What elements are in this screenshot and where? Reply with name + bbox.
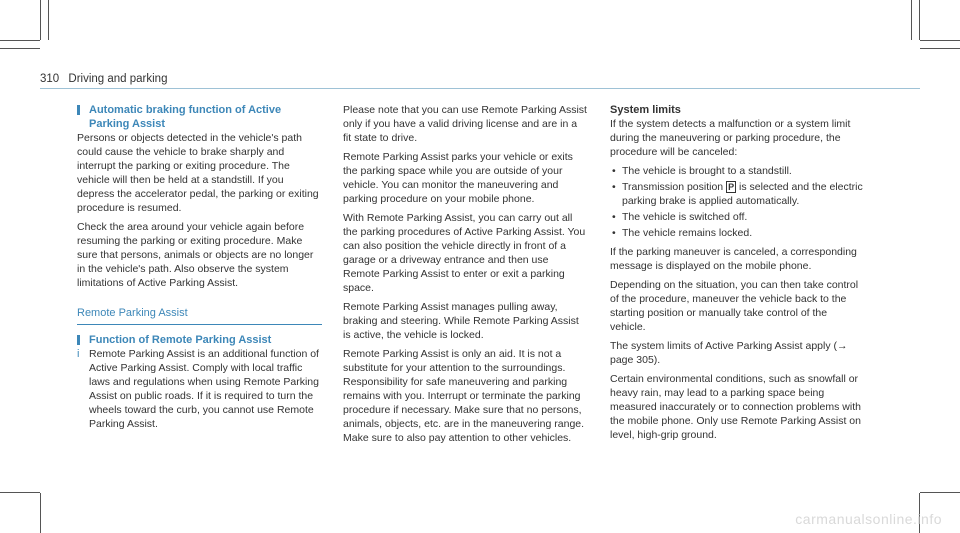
paragraph: If the parking maneuver is canceled, a corresponding message is displayed on the mobile phone. — [610, 246, 857, 272]
crop-mark — [48, 0, 49, 40]
paragraph: Check the area around your vehicle again before resuming the parking or exiting procedure. Make sure that persons, animals or objects are no longer in the vehicle's path. Also observe the system limitations of Active Parking Assist. — [77, 221, 314, 289]
list-item — [610, 180, 865, 208]
paragraph: With Remote Parking Assist, you can carry out all the parking procedures of Active Parking Assist. You can also position the vehicle directly in front of a garage or a driveway entrance and then use Remote Parking Assist to enter or exit a parking space. — [343, 212, 586, 294]
crop-mark — [920, 48, 960, 49]
section-title: Driving and parking — [68, 73, 168, 85]
crop-mark — [911, 0, 912, 40]
park-gear-icon: P — [728, 182, 735, 192]
paragraph: Please note that you can use Remote Parking Assist only if you have a valid driving license and are in a fit state to drive. — [343, 104, 587, 144]
column-3 — [610, 103, 865, 447]
crop-mark — [919, 0, 920, 40]
heading-automatic-braking: Automatic braking function of Active Parking Assist — [77, 103, 322, 131]
crop-mark — [40, 493, 41, 533]
gear-label: Transmission position — [622, 181, 724, 193]
crop-mark — [920, 492, 960, 493]
paragraph: Certain environmental conditions, such as snowfall or heavy rain, may lead to a parking space being measured inaccurately or to connection problems with the mobile phone. Only use Remote Parking Assist on level, high-grip ground. — [610, 373, 861, 441]
paragraph: If the system detects a malfunction or a system limit during the maneuvering or parking procedure, the procedure will be canceled: — [610, 118, 851, 158]
header-divider — [40, 88, 920, 89]
heading-system-limits: System limits — [610, 104, 681, 116]
crop-mark — [40, 0, 41, 40]
paragraph: Depending on the situation, you can then take control of the procedure, maneuver the vehicle back to the starting position or manually take control of the vehicle. — [610, 279, 859, 333]
info-icon: i — [77, 348, 80, 360]
paragraph: Remote Parking Assist parks your vehicle or exits the parking space while you are outside of your vehicle. You can monitor the maneuvering and parking procedure on your mobile phone. — [343, 151, 573, 205]
paragraph: Remote Parking Assist is only an aid. It is not a substitute for your attention to the surroundings. Responsibility for safe maneuvering and parking remains with you. Interrupt or terminate the parking procedure if necessary. Make sure that no persons, animals, objects, etc. are in the maneuvering range. Make sure to also pay attention to other vehicles. — [343, 348, 585, 444]
list-item-text: is selected and the electric parking brake is applied automatically. — [622, 181, 863, 207]
section-heading-remote-parking: Remote Parking Assist — [77, 306, 322, 325]
column-1 — [77, 103, 322, 436]
page-number: 310 — [40, 73, 60, 85]
list-item: • The vehicle is brought to a standstill. — [610, 164, 865, 178]
bullet-list — [610, 164, 865, 240]
crop-mark — [0, 492, 40, 493]
crop-mark — [0, 40, 40, 41]
info-note — [77, 347, 322, 431]
paragraph: Remote Parking Assist manages pulling away, braking and steering. While Remote Parking Assist is active, the vehicle is locked. — [343, 301, 579, 341]
paragraph: The system limits of Active Parking Assist apply (→ page 305). — [610, 340, 848, 366]
page-header — [40, 73, 167, 85]
list-item: • The vehicle remains locked. — [610, 226, 865, 240]
heading-function: Function of Remote Parking Assist — [77, 333, 322, 347]
paragraph: Persons or objects detected in the vehicle's path could cause the vehicle to brake sharply and interrupt the parking or exiting procedure. The vehicle will then be held at a standstill. If you depress the accelerator pedal, the parking or exiting procedure is resumed. — [77, 132, 319, 214]
list-item: • The vehicle is switched off. — [610, 210, 865, 224]
watermark: carmanualsonline.info — [795, 511, 942, 527]
crop-mark — [0, 48, 40, 49]
column-2 — [343, 103, 588, 450]
note-text: Remote Parking Assist is an additional function of Active Parking Assist. Comply with local traffic laws and regulations when using Remote Parking Assist on public roads. If it is required to turn the wheels toward the curb, you cannot use Remote Parking Assist. — [89, 348, 319, 430]
crop-mark — [920, 40, 960, 41]
